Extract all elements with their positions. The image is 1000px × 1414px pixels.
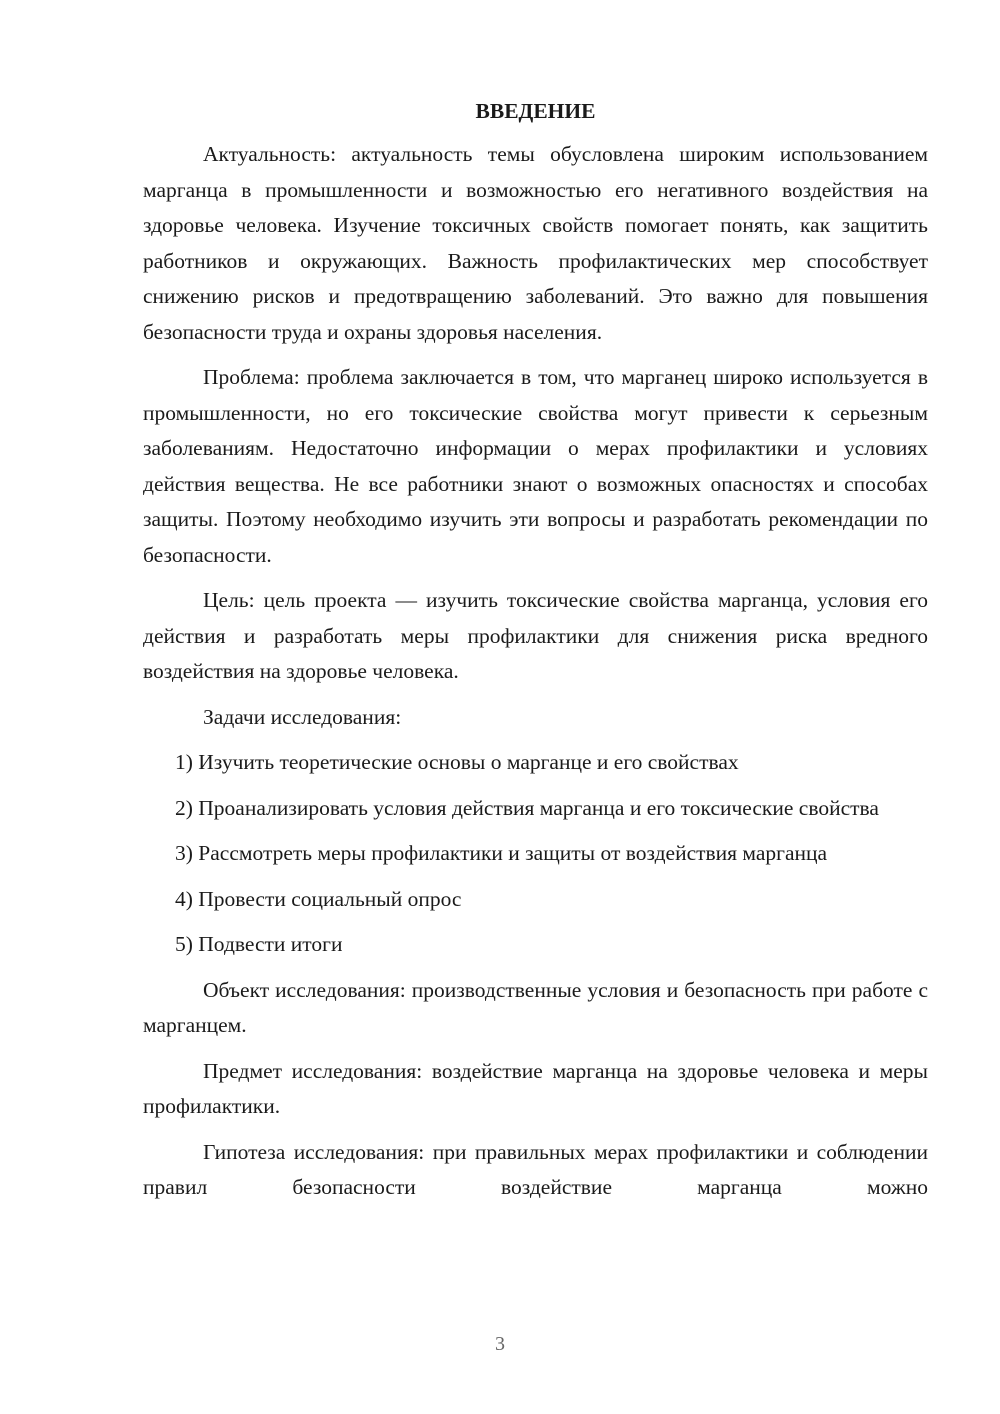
document-page: [143, 95, 928, 1216]
task-item-4: 4) Провести социальный опрос: [175, 886, 462, 911]
task-item-5: 5) Подвести итоги: [175, 932, 343, 956]
task-item-1: 1) Изучить теоретические основы о марганце и его свойствах: [175, 750, 739, 774]
paragraph-hypothesis: Гипотеза исследования: при правильных мерах профилактики и соблюдении правил безопасности воздействие марганца можно: [143, 1139, 928, 1199]
task-item-2: 2) Проанализировать условия действия марганца и его токсические свойства: [175, 795, 879, 820]
task-item-3: 3) Рассмотреть меры профилактики и защиты от воздействия марганца: [175, 841, 828, 865]
paragraph-goal: Цель: цель проекта — изучить токсические свойства марганца, условия его действия и разработать меры профилактики для снижения риска вредного воздействия на здоровье человека.: [143, 588, 928, 683]
paragraph-relevance: Актуальность: актуальность темы обусловлена широким использованием марганца в промышленности и возможностью его негативного воздействия на здоровье человека. Изучение токсичных свойств помогает понять, как защитить работников и окружающих. Важность профилактических мер способствует снижению рисков и предотвращению заболеваний. Это важно для повышения безопасности труда и охраны здоровья населения.: [143, 142, 928, 344]
tasks-heading: Задачи исследования:: [203, 704, 402, 729]
page-number: 3: [495, 1333, 505, 1355]
paragraph-object: Объект исследования: производственные условия и безопасность при работе с марганцем.: [143, 977, 928, 1037]
paragraph-subject: Предмет исследования: воздействие марганца на здоровье человека и меры профилактики.: [143, 1058, 928, 1118]
section-title: ВВЕДЕНИЕ: [475, 99, 596, 123]
paragraph-problem: Проблема: проблема заключается в том, что марганец широко используется в промышленности, но его токсические свойства могут привести к серьезным заболеваниям. Недостаточно информации о мерах профилактики и условиях действия вещества. Не все работники знают о возможных опасностях и способах защиты. Поэтому необходимо изучить эти вопросы и разработать рекомендации по безопасности.: [143, 365, 928, 567]
